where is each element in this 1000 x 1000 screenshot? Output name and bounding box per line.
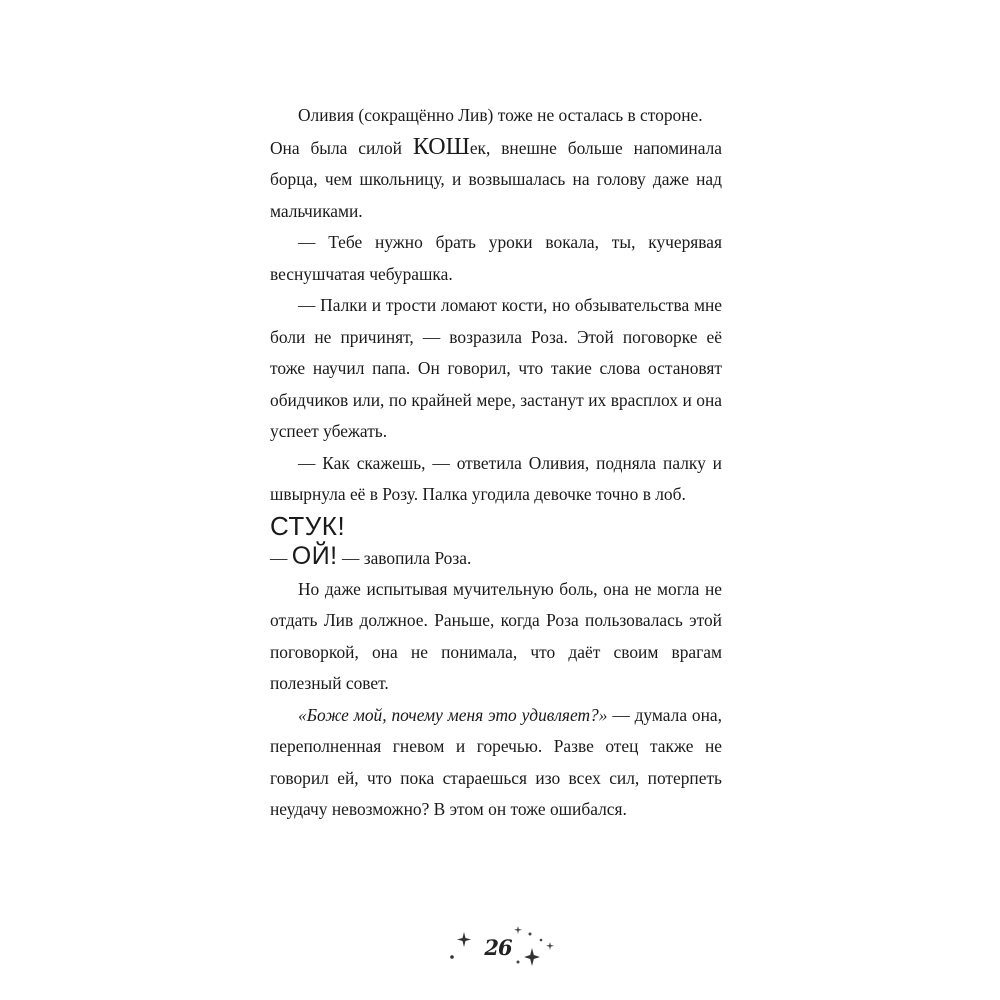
- body-text: [270, 100, 722, 826]
- paragraph-text: — думала она, переполненная гневом и горечью. Разве отец также не говорил ей, что пока стараешься изо всех сил, потерпеть неудачу невозможно? В этом он тоже ошибался.: [270, 704, 722, 819]
- paragraph-dialogue-2: — Палки и трости ломают кости, но обзывательства мне боли не причинят, — возразила Роза. Этой поговорке её тоже научил папа. Он говорил, что такие слова остановят обидчиков или, по крайней мере, застанут их врасплох и она успеет убежать.: [270, 295, 722, 441]
- sound-effect-stuk: СТУК!: [270, 510, 346, 541]
- sound-effect-oy: ОЙ!: [291, 541, 338, 570]
- page-footer: [440, 920, 560, 980]
- paragraph-oy: [270, 541, 722, 574]
- paragraph-text: — завопила Роза.: [337, 547, 472, 568]
- paragraph-pain: Но даже испытывая мучительную боль, она не могла не отдать Лив должное. Раньше, когда Роза пользовалась этой поговоркой, она не понимала, что даёт своим врагам полезный совет.: [270, 578, 722, 693]
- emphasized-word: КОШ: [412, 133, 470, 160]
- paragraph-text: ек, внешне больше напоминала борца, чем школьницу, и возвышалась на голову даже над мальчиками.: [270, 137, 722, 221]
- paragraph-olivia-intro: [270, 100, 722, 227]
- dash: —: [270, 547, 292, 568]
- paragraph-dialogue-1: — Тебе нужно брать уроки вокала, ты, кучерявая веснушчатая чебурашка.: [270, 232, 722, 284]
- page-number: 26: [484, 935, 512, 960]
- paragraph-thought: [270, 700, 722, 826]
- italic-thought: «Боже мой, почему меня это удивляет?»: [298, 704, 608, 725]
- paragraph-text: Она была силой: [270, 137, 413, 158]
- paragraph-text: Оливия (сокращённо Лив) тоже не осталась в стороне.: [298, 105, 703, 125]
- paragraph-dialogue-3: — Как скажешь, — ответила Оливия, подняла палку и швырнула её в Розу. Палка угодила девочке точно в лоб.: [270, 452, 722, 504]
